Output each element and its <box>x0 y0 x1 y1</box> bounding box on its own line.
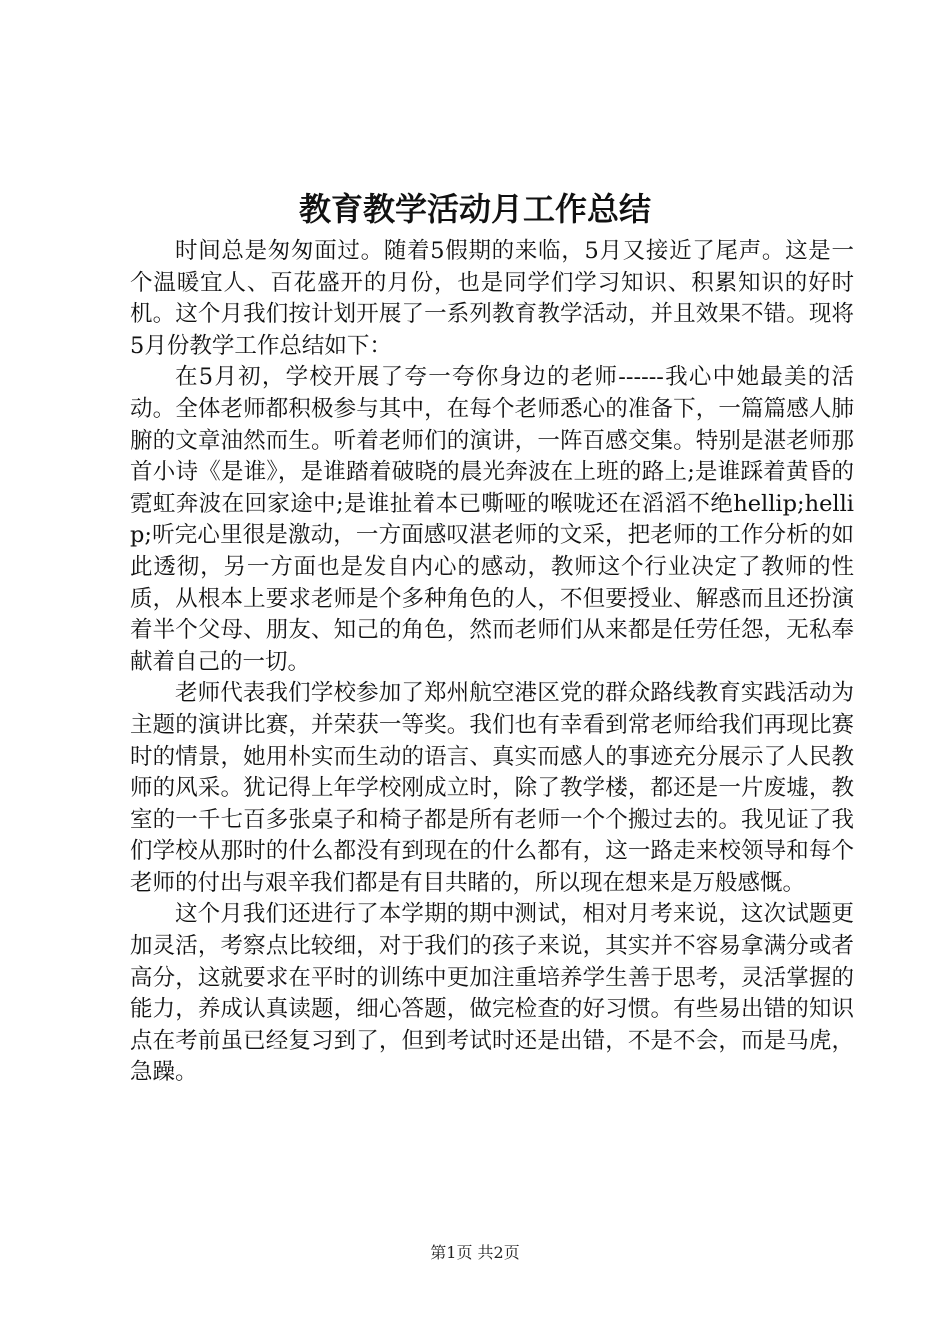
paragraph-3: 老师代表我们学校参加了郑州航空港区党的群众路线教育实践活动为主题的演讲比赛，并荣获一等奖。我们也有幸看到常老师给我们再现比赛时的情景，她用朴实而生动的语言、真实而感人的事迹充分展示了人民教师的风采。犹记得上年学校刚成立时，除了教学楼，都还是一片废墟，教室的一千七百多张桌子和椅子都是所有老师一个个搬过去的。我见证了我们学校从那时的什么都没有到现在的什么都有，这一路走来校领导和每个老师的付出与艰辛我们都是有目共睹的，所以现在想来是万般感慨。 <box>130 680 854 896</box>
paragraph-2: 在5月初，学校开展了夸一夸你身边的老师------我心中她最美的活动。全体老师都积极参与其中，在每个老师悉心的准备下，一篇篇感人肺腑的文章油然而生。听着老师们的演讲，一阵百感交集。特别是湛老师那首小诗《是谁》，是谁踏着破晓的晨光奔波在上班的路上;是谁踩着黄昏的霓虹奔波在回家途中;是谁扯着本已嘶哑的喉咙还在滔滔不绝hellip;hellip;听完心里很是激动，一方面感叹湛老师的文采，把老师的工作分析的如此透彻，另一方面也是发自内心的感动，教师这个行业决定了教师的性质，从根本上要求老师是个多种角色的人，不但要授业、解惑而且还扮演着半个父母、朋友、知己的角色，然而老师们从来都是任劳任怨，无私奉献着自己的一切。 <box>130 364 854 675</box>
page-number-footer: 第1页 共2页 <box>430 1243 520 1262</box>
paragraph-4: 这个月我们还进行了本学期的期中测试，相对月考来说，这次试题更加灵活，考察点比较细，对于我们的孩子来说，其实并不容易拿满分或者高分，这就要求在平时的训练中更加注重培养学生善于思考，灵活掌握的能力，养成认真读题，细心答题，做完检查的好习惯。有些易出错的知识点在考前虽已经复习到了，但到考试时还是出错，不是不会，而是马虎，急躁。 <box>130 901 854 1086</box>
document-title: 教育教学活动月工作总结 <box>298 190 651 228</box>
paragraph-1: 时间总是匆匆面过。随着5假期的来临，5月又接近了尾声。这是一个温暖宜人、百花盛开的月份，也是同学们学习知识、积累知识的好时机。这个月我们按计划开展了一系列教育教学活动，并且效果不错。现将5月份教学工作总结如下： <box>130 238 854 359</box>
document-body <box>130 236 854 1089</box>
